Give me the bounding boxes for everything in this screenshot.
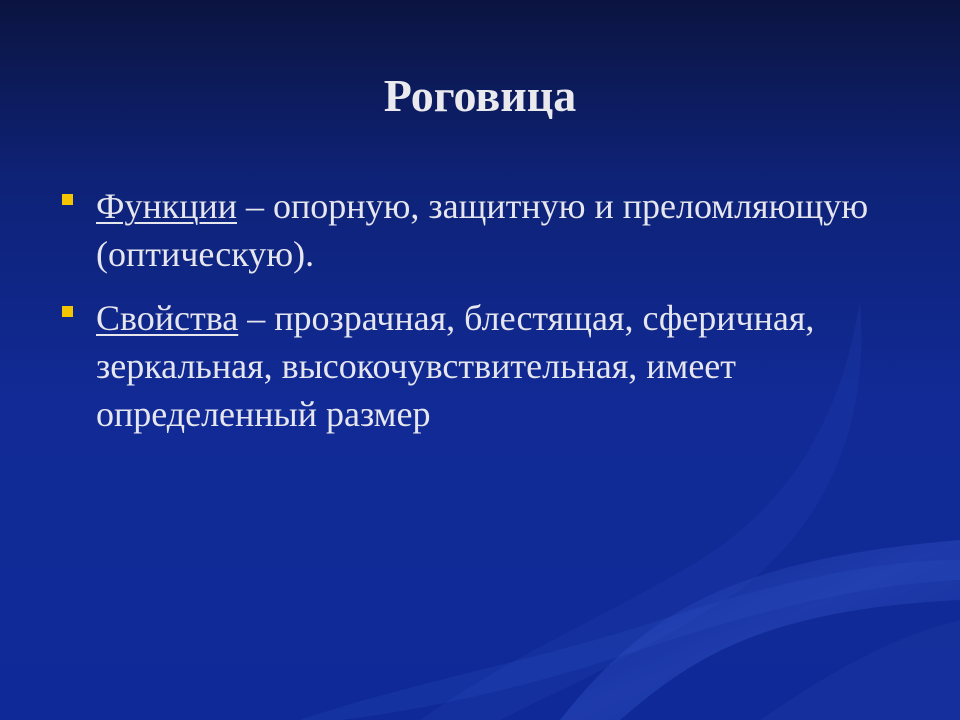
slide-title: Роговица [383, 70, 577, 121]
bullet-term: Свойства [96, 298, 239, 338]
square-bullet-icon [62, 194, 73, 205]
bullet-item-properties [62, 294, 912, 438]
bullet-item-functions [62, 182, 912, 278]
square-bullet-icon [62, 306, 73, 317]
bullet-text: – опорную, защитную и преломляющую (оптическую). [96, 186, 869, 274]
bullet-text: – прозрачная, блестящая, сферичная, зеркальная, высокочувствительная, имеет определенный размер [96, 298, 815, 434]
bullet-term: Функции [96, 186, 237, 226]
bullet-list [62, 182, 912, 454]
